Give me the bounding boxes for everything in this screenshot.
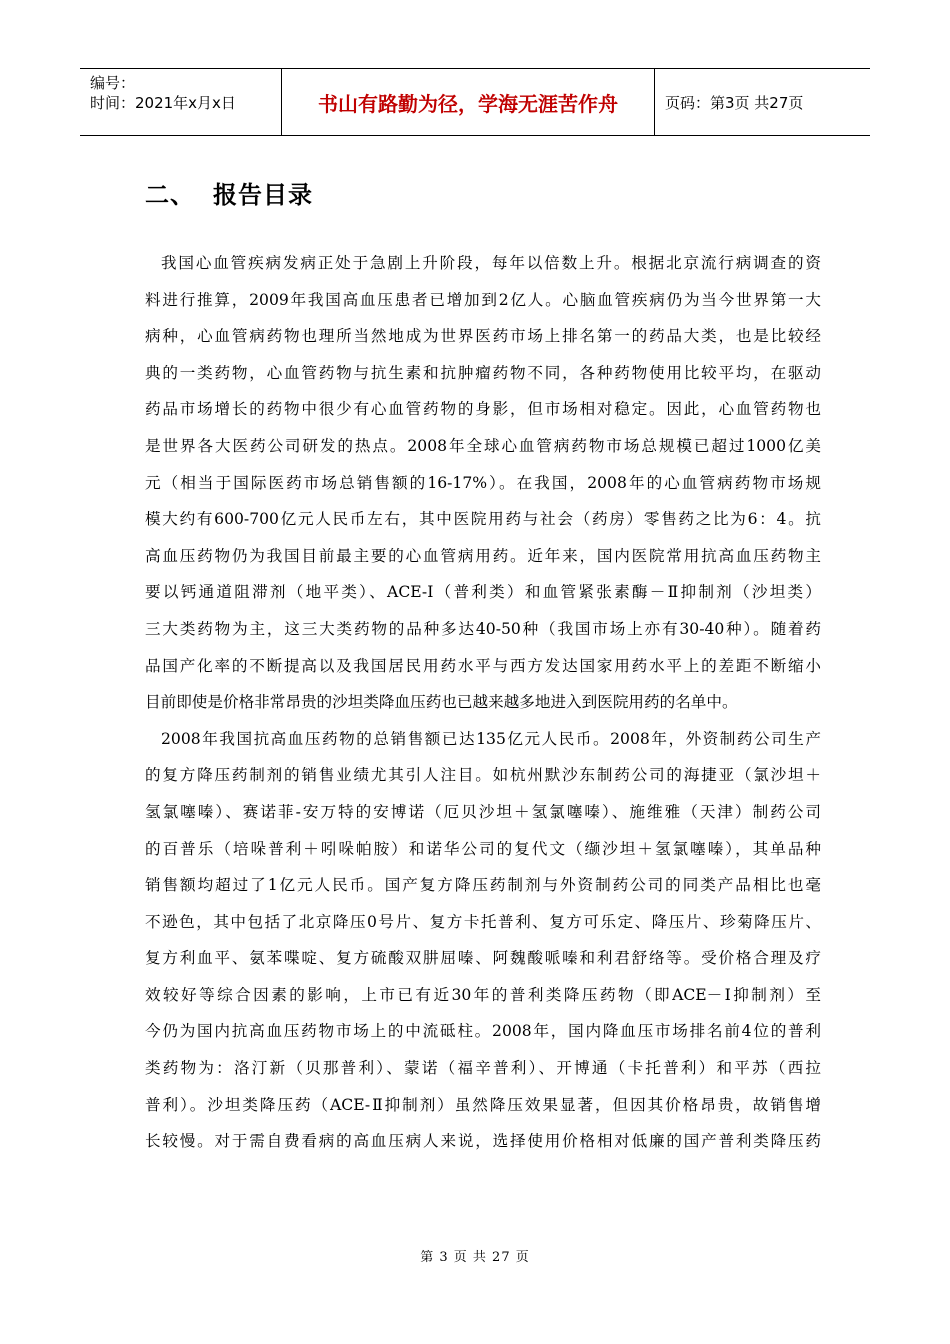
section-heading <box>145 175 313 210</box>
text-line: 三大类药物为主，这三大类药物的品种多达40-50种（我国市场上亦有30-40种）。随着药 <box>145 619 821 638</box>
text-line: 的复方降压药制剂的销售业绩尤其引人注目。如杭州默沙东制药公司的海捷亚（氯沙坦＋ <box>145 766 821 785</box>
section-title: 报告目录 <box>213 181 313 209</box>
text-line: 长较慢。对于需自费看病的高血压病人来说，选择使用价格相对低廉的国产普利类降压药 <box>145 1132 821 1151</box>
document-number-label: 编号： <box>90 74 136 92</box>
text-line: 普利）。沙坦类降压药（ACE-Ⅱ抑制剂）虽然降压效果显著，但因其价格昂贵，故销售增 <box>145 1095 821 1114</box>
text-line: 是世界各大医药公司研发的热点。2008年全球心血管病药物市场总规模已超过1000亿美 <box>145 436 821 455</box>
page-footer: 第 3 页 共 27 页 <box>420 1250 530 1265</box>
text-line: 类药物为：洛汀新（贝那普利）、蒙诺（福辛普利）、开博通（卡托普利）和平苏（西拉 <box>145 1059 821 1078</box>
section-number: 二、 <box>145 181 195 209</box>
text-line: 病种，心血管病药物也理所当然地成为世界医药市场上排名第一的药品大类，也是比较经 <box>145 327 821 346</box>
body-text <box>145 245 821 1160</box>
text-line: 销售额均超过了1亿元人民币。国产复方降压药制剂与外资制药公司的同类产品相比也毫 <box>145 876 821 895</box>
header-page-number: 页码：第3页 共27页 <box>665 93 804 112</box>
text-line: 高血压药物仍为我国目前最主要的心血管病用药。近年来，国内医院常用抗高血压药物主 <box>145 546 821 565</box>
text-line: 的百普乐（培哚普利＋吲哚帕胺）和诺华公司的复代文（缬沙坦＋氢氯噻嗪），其单品种 <box>145 839 821 858</box>
text-line: 料进行推算，2009年我国高血压患者已增加到2亿人。心脑血管疾病仍为当今世界第一大 <box>145 290 821 309</box>
text-line: 复方利血平、氨苯喋啶、复方硫酸双肼屈嗪、阿魏酸哌嗪和利君舒络等。受价格合理及疗 <box>145 949 821 968</box>
document-date-label: 时间：2021年x月x日 <box>90 94 236 112</box>
page-header <box>80 68 870 136</box>
text-line: 模大约有600-700亿元人民币左右，其中医院用药与社会（药房）零售药之比为6：4。抗 <box>145 510 821 529</box>
text-line: 氢氯噻嗪）、赛诺菲-安万特的安博诺（厄贝沙坦＋氢氯噻嗪）、施维雅（天津）制药公司 <box>145 802 821 821</box>
text-line: 今仍为国内抗高血压药物市场上的中流砥柱。2008年，国内降血压市场排名前4位的普利 <box>145 1022 821 1041</box>
text-line: 我国心血管疾病发病正处于急剧上升阶段，每年以倍数上升。根据北京流行病调查的资 <box>161 254 821 272</box>
text-line: 效较好等综合因素的影响，上市已有近30年的普利类降压药物（即ACE－Ⅰ抑制剂）至 <box>145 985 821 1004</box>
text-line: 药品市场增长的药物中很少有心血管药物的身影，但市场相对稳定。因此，心血管药物也 <box>145 400 821 419</box>
text-line: 典的一类药物，心血管药物与抗生素和抗肿瘤药物不同，各种药物使用比较平均，在驱动 <box>145 363 821 382</box>
text-line: 元（相当于国际医药市场总销售额的16-17%）。在我国，2008年的心血管病药物市场规 <box>145 473 821 492</box>
text-line: 品国产化率的不断提高以及我国居民用药水平与西方发达国家用药水平上的差距不断缩小 <box>145 656 821 675</box>
header-motto: 书山有路勤为径，学海无涯苦作舟 <box>281 69 655 135</box>
text-line: 2008年我国抗高血压药物的总销售额已达135亿元人民币。2008年，外资制药公司生产 <box>161 729 821 748</box>
text-line: 不逊色，其中包括了北京降压0号片、复方卡托普利、复方可乐定、降压片、珍菊降压片、 <box>145 912 821 931</box>
header-meta <box>80 69 281 135</box>
text-line: 要以钙通道阻滞剂（地平类）、ACE-I（普利类）和血管紧张素酶－Ⅱ抑制剂（沙坦类） <box>145 583 821 602</box>
text-line: 目前即使是价格非常昂贵的沙坦类降血压药也已越来越多地进入到医院用药的名单中。 <box>145 693 738 712</box>
